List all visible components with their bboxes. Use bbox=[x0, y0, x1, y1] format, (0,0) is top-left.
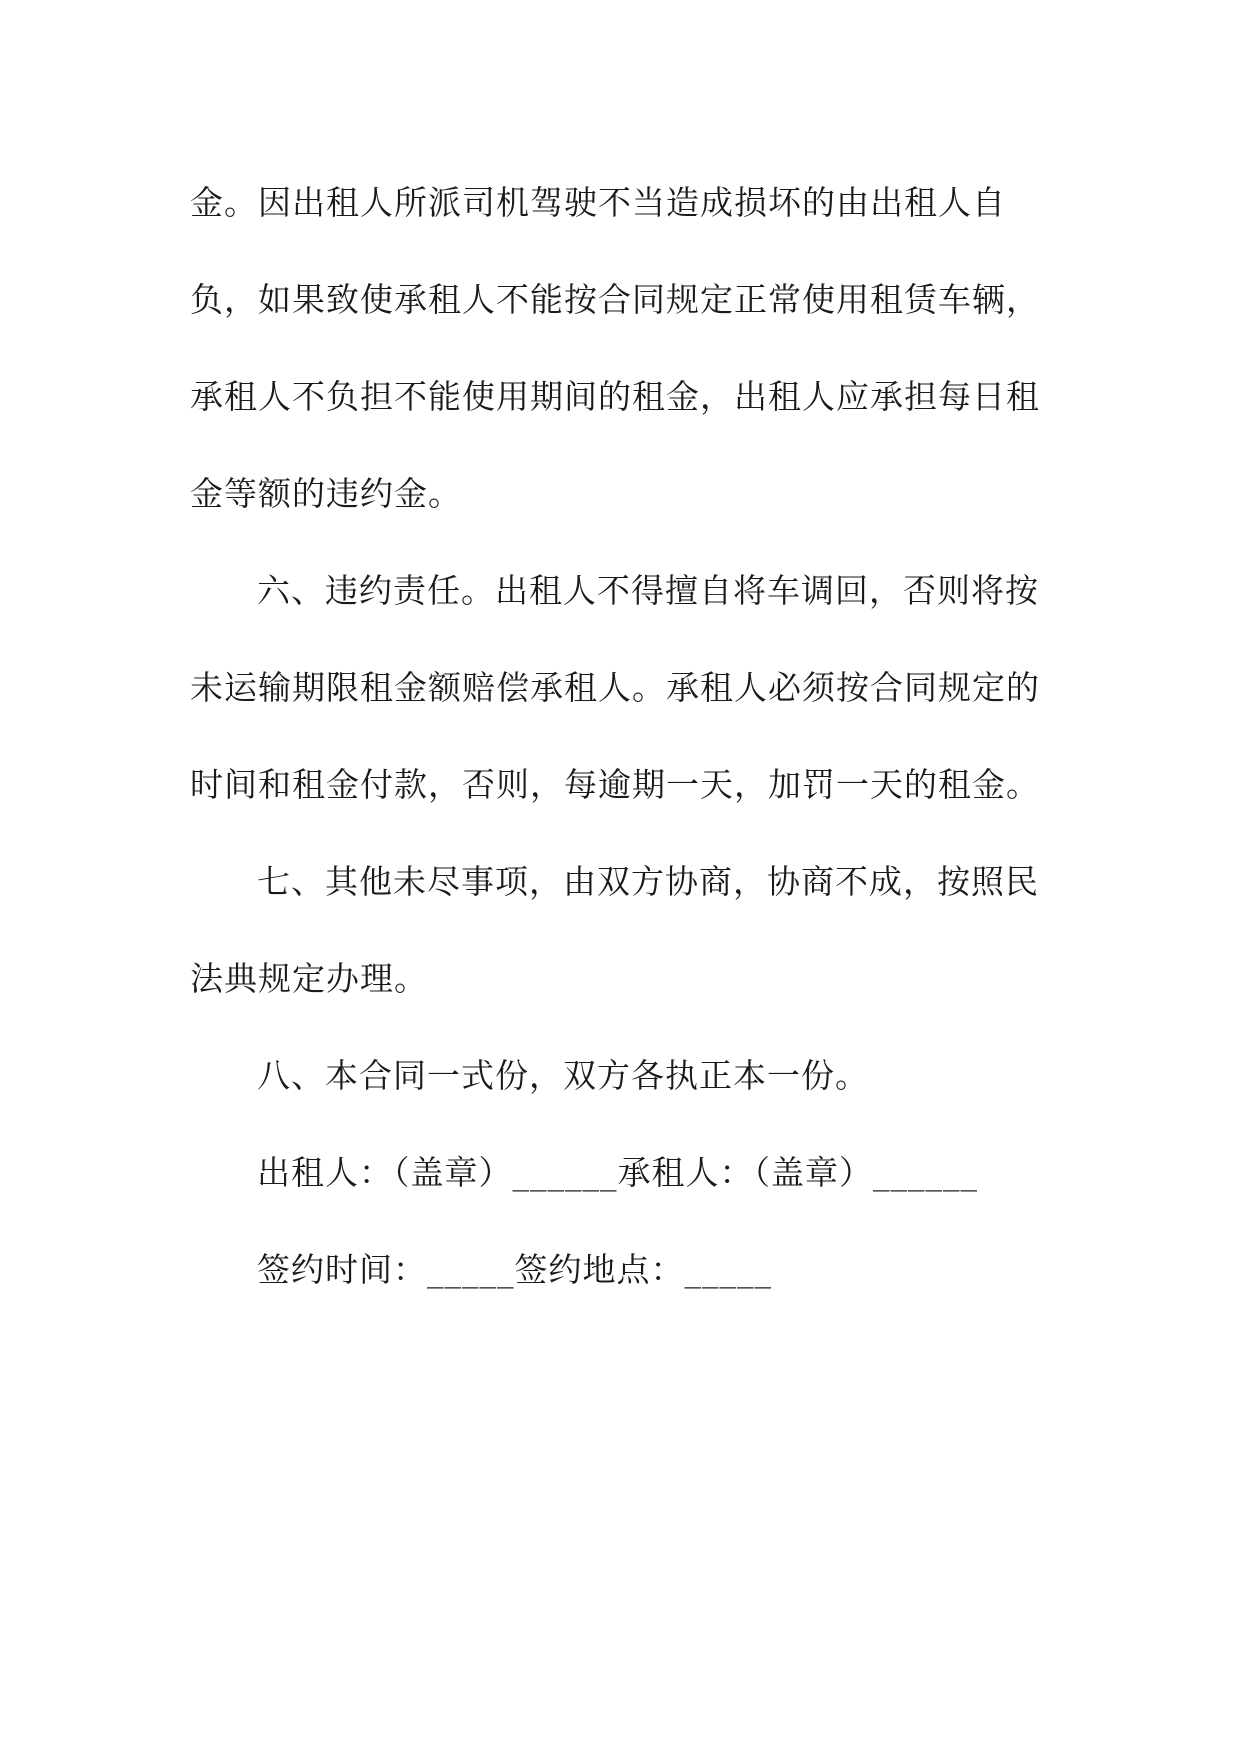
paragraph-line: 时间和租金付款，否则，每逾期一天，加罚一天的租金。 bbox=[190, 765, 1040, 804]
paragraph-line: 金等额的违约金。 bbox=[190, 474, 462, 513]
clause-eight-line: 八、本合同一式份，双方各执正本一份。 bbox=[257, 1056, 869, 1095]
signing-time-place-line: 签约时间：_____签约地点：_____ bbox=[257, 1250, 772, 1289]
signature-parties-line: 出租人：（盖章）______承租人：（盖章）______ bbox=[257, 1153, 978, 1192]
paragraph-line: 负，如果致使承租人不能按合同规定正常使用租赁车辆， bbox=[190, 280, 1040, 319]
paragraph-line: 承租人不负担不能使用期间的租金，出租人应承担每日租 bbox=[190, 377, 1040, 416]
paragraph-line: 金。因出租人所派司机驾驶不当造成损坏的由出租人自 bbox=[190, 183, 1006, 222]
clause-six-line: 六、违约责任。出租人不得擅自将车调回，否则将按 bbox=[257, 571, 1039, 610]
paragraph-line: 未运输期限租金额赔偿承租人。承租人必须按合同规定的 bbox=[190, 668, 1040, 707]
paragraph-line: 法典规定办理。 bbox=[190, 959, 428, 998]
clause-seven-line: 七、其他未尽事项，由双方协商，协商不成，按照民 bbox=[257, 862, 1039, 901]
